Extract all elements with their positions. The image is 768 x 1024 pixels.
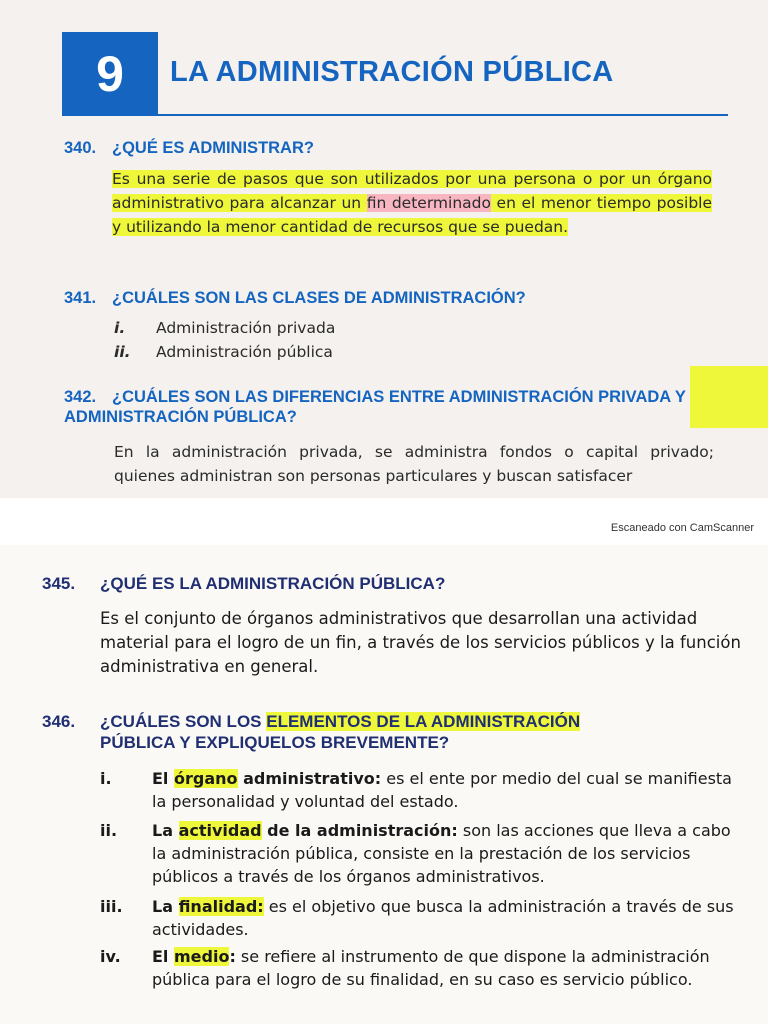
list-item [114, 316, 514, 340]
list-item [100, 767, 750, 813]
question-346-heading [42, 711, 758, 753]
list-text [152, 895, 750, 941]
list-item [100, 945, 750, 991]
term-suffix: administrativo: [237, 769, 382, 788]
chapter-title: LA ADMINISTRACIÓN PÚBLICA [170, 56, 614, 88]
question-number: 342. [64, 388, 97, 406]
question-text: ¿CUÁLES SON LAS CLASES DE ADMINISTRACIÓN? [112, 289, 526, 307]
list-text [152, 945, 750, 991]
bottom-scanned-page [0, 545, 768, 1024]
list-numeral: iv. [100, 947, 121, 966]
term-prefix: El [152, 769, 174, 788]
question-number: 345. [42, 574, 76, 593]
list-text [152, 819, 750, 888]
term-suffix: de la administración: [261, 821, 458, 840]
list-text: Administración privada [156, 319, 336, 337]
top-scanned-page [0, 0, 768, 498]
term-suffix: : [229, 947, 236, 966]
highlighted-phrase: fin determinado [366, 194, 491, 212]
term-prefix: La [152, 821, 179, 840]
term-prefix: La [152, 897, 179, 916]
question-text: ¿CUÁLES SON LOS [100, 712, 267, 731]
question-341-heading [64, 288, 526, 308]
list-item [100, 895, 750, 941]
term-prefix: El [152, 947, 174, 966]
list-numeral: ii. [114, 343, 131, 361]
list-item [114, 340, 514, 364]
list-numeral: i. [114, 319, 126, 337]
highlighted-term: medio [173, 947, 230, 966]
question-text: ¿QUÉ ES ADMINISTRAR? [112, 139, 314, 157]
chapter-title-rule [158, 114, 728, 116]
question-text: ¿CUÁLES SON LAS DIFERENCIAS ENTRE ADMINISTRACIÓN PRIVADA Y ADMINISTRACIÓN PÚBLICA? [64, 388, 686, 426]
classes-list [114, 316, 514, 364]
camscanner-watermark: Escaneado con CamScanner [610, 522, 754, 534]
list-numeral: ii. [100, 821, 118, 840]
definition: se refiere al instrumento de que dispone la administración pública para el logro de su finalidad, en su caso es servicio público. [152, 947, 710, 989]
list-numeral: i. [100, 769, 112, 788]
question-340-heading [64, 138, 314, 158]
question-342-heading [64, 387, 724, 427]
question-text-continued: PÚBLICA Y EXPLIQUELOS BREVEMENTE? [100, 733, 450, 752]
chapter-number: 9 [96, 46, 124, 102]
answer-text: Es una serie de pasos que son utilizados por una persona o por un órgano administrativo para alcanzar un [112, 170, 712, 212]
answer-340 [112, 167, 712, 239]
highlighted-term: órgano [173, 769, 238, 788]
highlighted-term: finalidad: [178, 897, 264, 916]
definition: es el ente por medio del cual se manifiesta la personalidad y voluntad del estado. [152, 769, 732, 811]
highlighted-term: actividad [178, 821, 262, 840]
question-number: 340. [64, 139, 97, 157]
chapter-number-box [62, 32, 158, 116]
list-text [152, 767, 750, 813]
answer-345: Es el conjunto de órganos administrativos que desarrollan una actividad material para el logro de un fin, a través de los servicios públicos y la función administrativa en general. [100, 609, 741, 676]
list-text: Administración pública [156, 343, 333, 361]
question-345-heading [42, 573, 445, 594]
question-text: ¿QUÉ ES LA ADMINISTRACIÓN PÚBLICA? [100, 574, 446, 593]
answer-text: en el menor tiempo posible y utilizando la menor cantidad de recursos que se puedan. [112, 194, 713, 236]
question-number: 346. [42, 712, 76, 731]
answer-342: En la administración privada, se administra fondos o capital privado; quienes administran son personas particulares y buscan satisfacer [114, 443, 714, 485]
list-numeral: iii. [100, 897, 123, 916]
list-item [100, 819, 750, 888]
definition: es el objetivo que busca la administración a través de sus actividades. [152, 897, 734, 939]
definition: son las acciones que lleva a cabo la administración pública, consiste en la prestación de los servicios públicos a través de los órganos administrativos. [152, 821, 731, 886]
highlighted-phrase: ELEMENTOS DE LA ADMINISTRACIÓN [266, 712, 581, 731]
question-number: 341. [64, 289, 97, 307]
